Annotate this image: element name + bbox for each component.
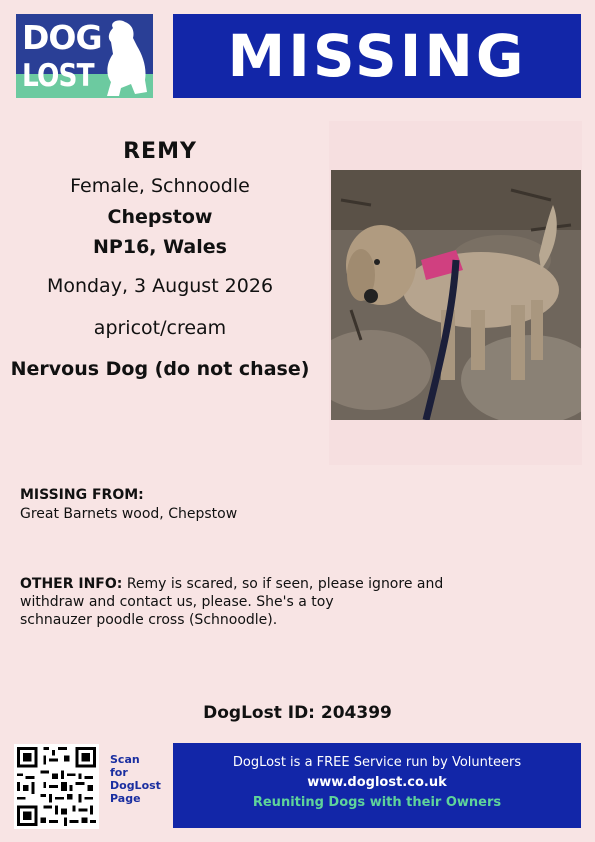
logo-word-lost: LOST bbox=[22, 58, 94, 94]
scan-line-4: Page bbox=[110, 792, 141, 805]
dog-details bbox=[0, 132, 320, 388]
scan-for-page-label bbox=[110, 753, 170, 805]
doglost-logo bbox=[16, 14, 153, 98]
logo-word-dog: DOG bbox=[22, 18, 102, 57]
other-info-section bbox=[20, 575, 530, 629]
footer-volunteers-text: DogLost is a FREE Service run by Volunteers bbox=[232, 755, 522, 770]
missing-from-value: Great Barnets wood, Chepstow bbox=[20, 506, 238, 522]
dog-temperament: Nervous Dog (do not chase) bbox=[10, 358, 310, 380]
dog-colour: apricot/cream bbox=[93, 317, 227, 339]
dog-photo bbox=[331, 170, 581, 420]
other-info-label: OTHER INFO: bbox=[20, 576, 123, 592]
qr-code[interactable] bbox=[14, 744, 99, 829]
footer-banner bbox=[173, 743, 581, 828]
dog-name: REMY bbox=[123, 139, 197, 164]
other-info-line-2: withdraw and contact us, please. She's a toy bbox=[20, 594, 334, 610]
missing-banner: MISSING bbox=[173, 14, 581, 98]
dog-postcode-region: NP16, Wales bbox=[93, 236, 227, 258]
date-lost: Monday, 3 August 2026 bbox=[46, 275, 274, 297]
footer-website-link[interactable]: www.doglost.co.uk bbox=[307, 775, 447, 790]
missing-from-section bbox=[20, 486, 560, 524]
other-info-line-3: schnauzer poodle cross (Schnoodle). bbox=[20, 612, 278, 628]
dog-silhouette-icon bbox=[91, 18, 151, 98]
scan-line-2: for bbox=[110, 766, 128, 779]
dog-town: Chepstow bbox=[107, 206, 213, 228]
doglost-id: DogLost ID: 204399 bbox=[203, 703, 392, 723]
missing-from-label: MISSING FROM: bbox=[20, 487, 144, 503]
scan-line-1: Scan bbox=[110, 753, 140, 766]
other-info-line-1: Remy is scared, so if seen, please ignore and bbox=[122, 576, 444, 592]
dog-sex-breed: Female, Schnoodle bbox=[70, 175, 250, 197]
footer-tagline: Reuniting Dogs with their Owners bbox=[252, 795, 502, 810]
scan-line-3: DogLost bbox=[110, 779, 161, 792]
